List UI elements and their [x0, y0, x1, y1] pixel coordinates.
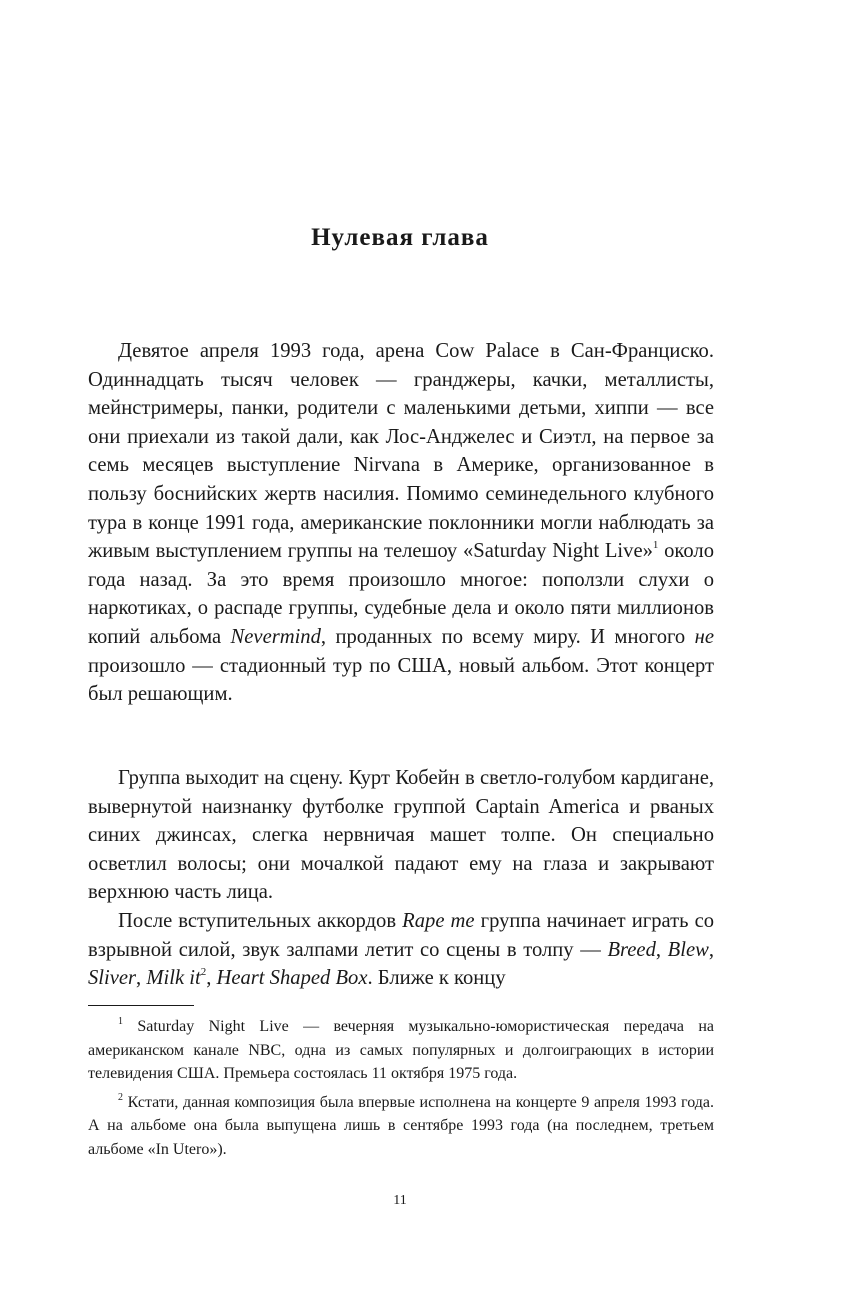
album-title-nevermind: Nevermind	[230, 625, 321, 648]
footnote-divider	[88, 1005, 194, 1006]
song-title-milk-it: Milk it	[146, 967, 201, 990]
footnote-ref-2: 2	[200, 966, 207, 979]
paragraph-3-text-b: группа начинает играть со взрывной силой, звук залпами летит со сцены в толпу —	[88, 909, 715, 961]
footnotes	[88, 1015, 714, 1161]
paragraph-1-text-c: , проданных по всему миру. И многого	[320, 625, 695, 648]
paragraph-3	[88, 907, 714, 993]
footnote-2	[88, 1091, 714, 1162]
paragraph-2: Группа выходит на сцену. Курт Кобейн в светло-голубом кардигане, вывернутой наизнанку футболке группой Captain America и рваных синих джинсах, слегка нервничая машет толпе. Он специально осветлил волосы; они мочалкой падают ему на глаза и закрывают верхнюю часть лица.	[88, 767, 714, 904]
song-title-blew: Blew	[667, 938, 709, 961]
separator-2: ,	[708, 938, 715, 961]
footnote-2-mark: 2	[118, 1091, 123, 1103]
paragraph-1-text-a: Девятое апреля 1993 года, арена Cow Palace в Сан-Франциско. Одиннадцать тысяч человек — гранджеры, качки, металлисты, мейнстримеры, панки, родители с маленькими детьми, хиппи — все они приехали из такой дали, как Лос-Анджелес и Сиэтл, на первое за семь месяцев выступление Nirvana в Америке, организованное в пользу боснийских жертв насилия. Помимо семинедельного клубного тура в конце 1991 года, американские поклонники могли наблюдать за живым выступлением группы на телешоу «Saturday Night Live»	[88, 340, 714, 563]
paragraph-3-text-c: . Ближе к концу	[367, 967, 506, 990]
song-title-sliver: Sliver	[88, 967, 137, 990]
footnote-2-text: Кстати, данная композиция была впервые исполнена на концерте 9 апреля 1993 года. А на альбоме она была выпущена лишь в сентябре 1993 года (на последнем, третьем альбоме «In Utero»).	[88, 1093, 714, 1158]
paragraph-1-text-d: произошло — стадионный тур по США, новый альбом. Этот концерт был решающим.	[88, 654, 714, 706]
paragraph-1-text-b: около года назад. За это время произошло многое: поползли слухи о наркотиках, о распаде группы, судебные дела и около пяти миллионов копий альбома	[88, 540, 714, 648]
body-text-block-1	[88, 337, 714, 709]
body-text-block-2	[88, 764, 714, 993]
separator-1: ,	[655, 938, 668, 961]
emphasis-ne: не	[694, 625, 714, 648]
page-number: 11	[393, 1193, 407, 1208]
footnote-1-text: Saturday Night Live — вечерняя музыкально-юмористическая передача на американском канале NBC, одна из самых популярных и долгоиграющих в истории телевидения США. Премьера состоялась 11 октября 1975 года.	[88, 1018, 714, 1082]
paragraph-3-text-a: После вступительных аккордов	[118, 909, 403, 932]
song-title-heart-shaped-box: Heart Shaped Box	[216, 967, 368, 990]
song-title-rape-me: Rape me	[402, 909, 475, 932]
footnote-1-mark: 1	[118, 1016, 123, 1027]
footnote-ref-1: 1	[652, 539, 659, 552]
separator-4: ,	[206, 967, 217, 990]
footnote-1	[88, 1015, 714, 1086]
chapter-title: Нулевая глава	[311, 224, 489, 251]
song-title-breed: Breed	[607, 938, 656, 961]
paragraph-1	[88, 337, 714, 709]
separator-3: ,	[136, 967, 147, 990]
